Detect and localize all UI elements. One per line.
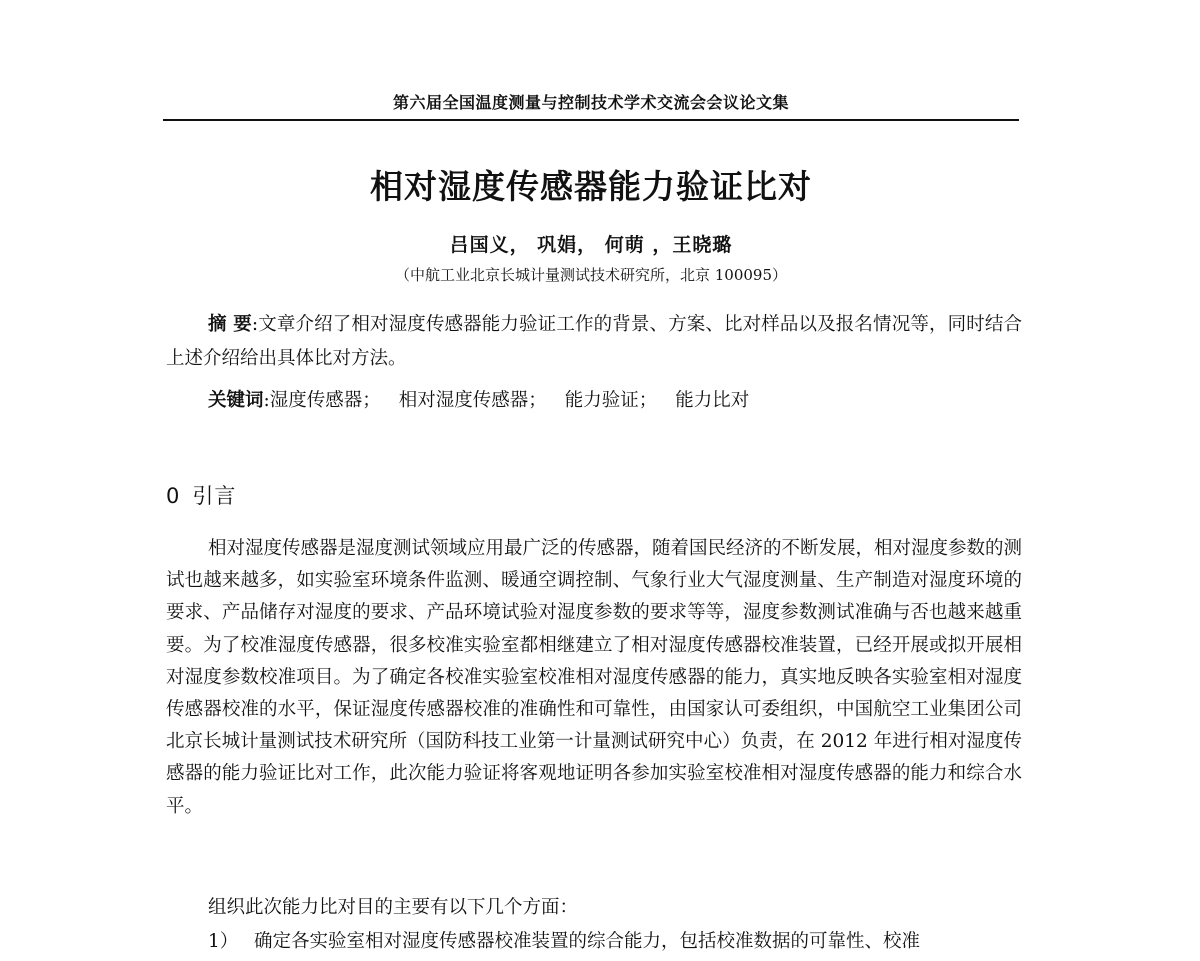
abstract bbox=[166, 308, 1022, 376]
paper-title: 相对湿度传感器能力验证比对 bbox=[370, 167, 812, 206]
body-paragraph: 组织此次能力比对目的主要有以下几个方面： bbox=[208, 897, 579, 918]
list-item bbox=[208, 926, 1020, 958]
keyword-item: 能力验证； bbox=[564, 390, 658, 411]
keywords-label: 关键词 bbox=[208, 390, 264, 411]
abstract-label: 摘 要 bbox=[208, 314, 252, 335]
keyword-item: 相对湿度传感器； bbox=[398, 390, 547, 411]
section-number: 0 bbox=[166, 484, 181, 508]
abstract-text: :文章介绍了相对湿度传感器能力验证工作的背景、方案、比对样品以及报名情况等，同时结合上述介绍给出具体比对方法。 bbox=[166, 314, 1022, 369]
keyword-item: :湿度传感器； bbox=[263, 390, 381, 411]
running-header: 第六届全国温度测量与控制技术学术交流会会议论文集 bbox=[392, 93, 789, 112]
list-item-text: 确定各实验室相对湿度传感器校准装置的综合能力，包括校准数据的可靠性、校准 bbox=[254, 931, 921, 952]
body-paragraph: 相对湿度传感器是湿度测试领域应用最广泛的传感器，随着国民经济的不断发展，相对湿度参数的测试也越来越多，如实验室环境条件监测、暖通空调控制、气象行业大气湿度测量、生产制造对湿度环境的要求、产品储存对湿度的要求、产品环境试验对湿度参数的要求等等，湿度参数测试准确与否也越来越重要。为了校准湿度传感器，很多校准实验室都相继建立了相对湿度传感器校准装置，已经开展或拟开展相对湿度参数校准项目。为了确定各校准实验室校准相对湿度传感器的能力，真实地反映各实验室相对湿度传感器校准的水平，保证湿度传感器校准的准确性和可靠性，由国家认可委组织，中国航空工业集团公司北京长城计量测试技术研究所（国防科技工业第一计量测试研究中心）负责，在 2012 年进行相对湿度传感器的能力验证比对工作，此次能力验证将客观地证明各参加实验室校准相对湿度传感器的能力和综合水平。 bbox=[166, 538, 1023, 817]
author-list: 吕国义， 巩娟， 何萌 ，王晓璐 bbox=[449, 234, 733, 256]
section-title: 引言 bbox=[192, 484, 237, 508]
keyword-item: 能力比对 bbox=[675, 390, 750, 411]
list-marker: 1） bbox=[208, 931, 239, 952]
affiliation: （中航工业北京长城计量测试技术研究所，北京 100095） bbox=[394, 266, 788, 284]
section-heading bbox=[166, 480, 236, 512]
keywords bbox=[208, 384, 1008, 418]
header-rule bbox=[163, 119, 1019, 121]
